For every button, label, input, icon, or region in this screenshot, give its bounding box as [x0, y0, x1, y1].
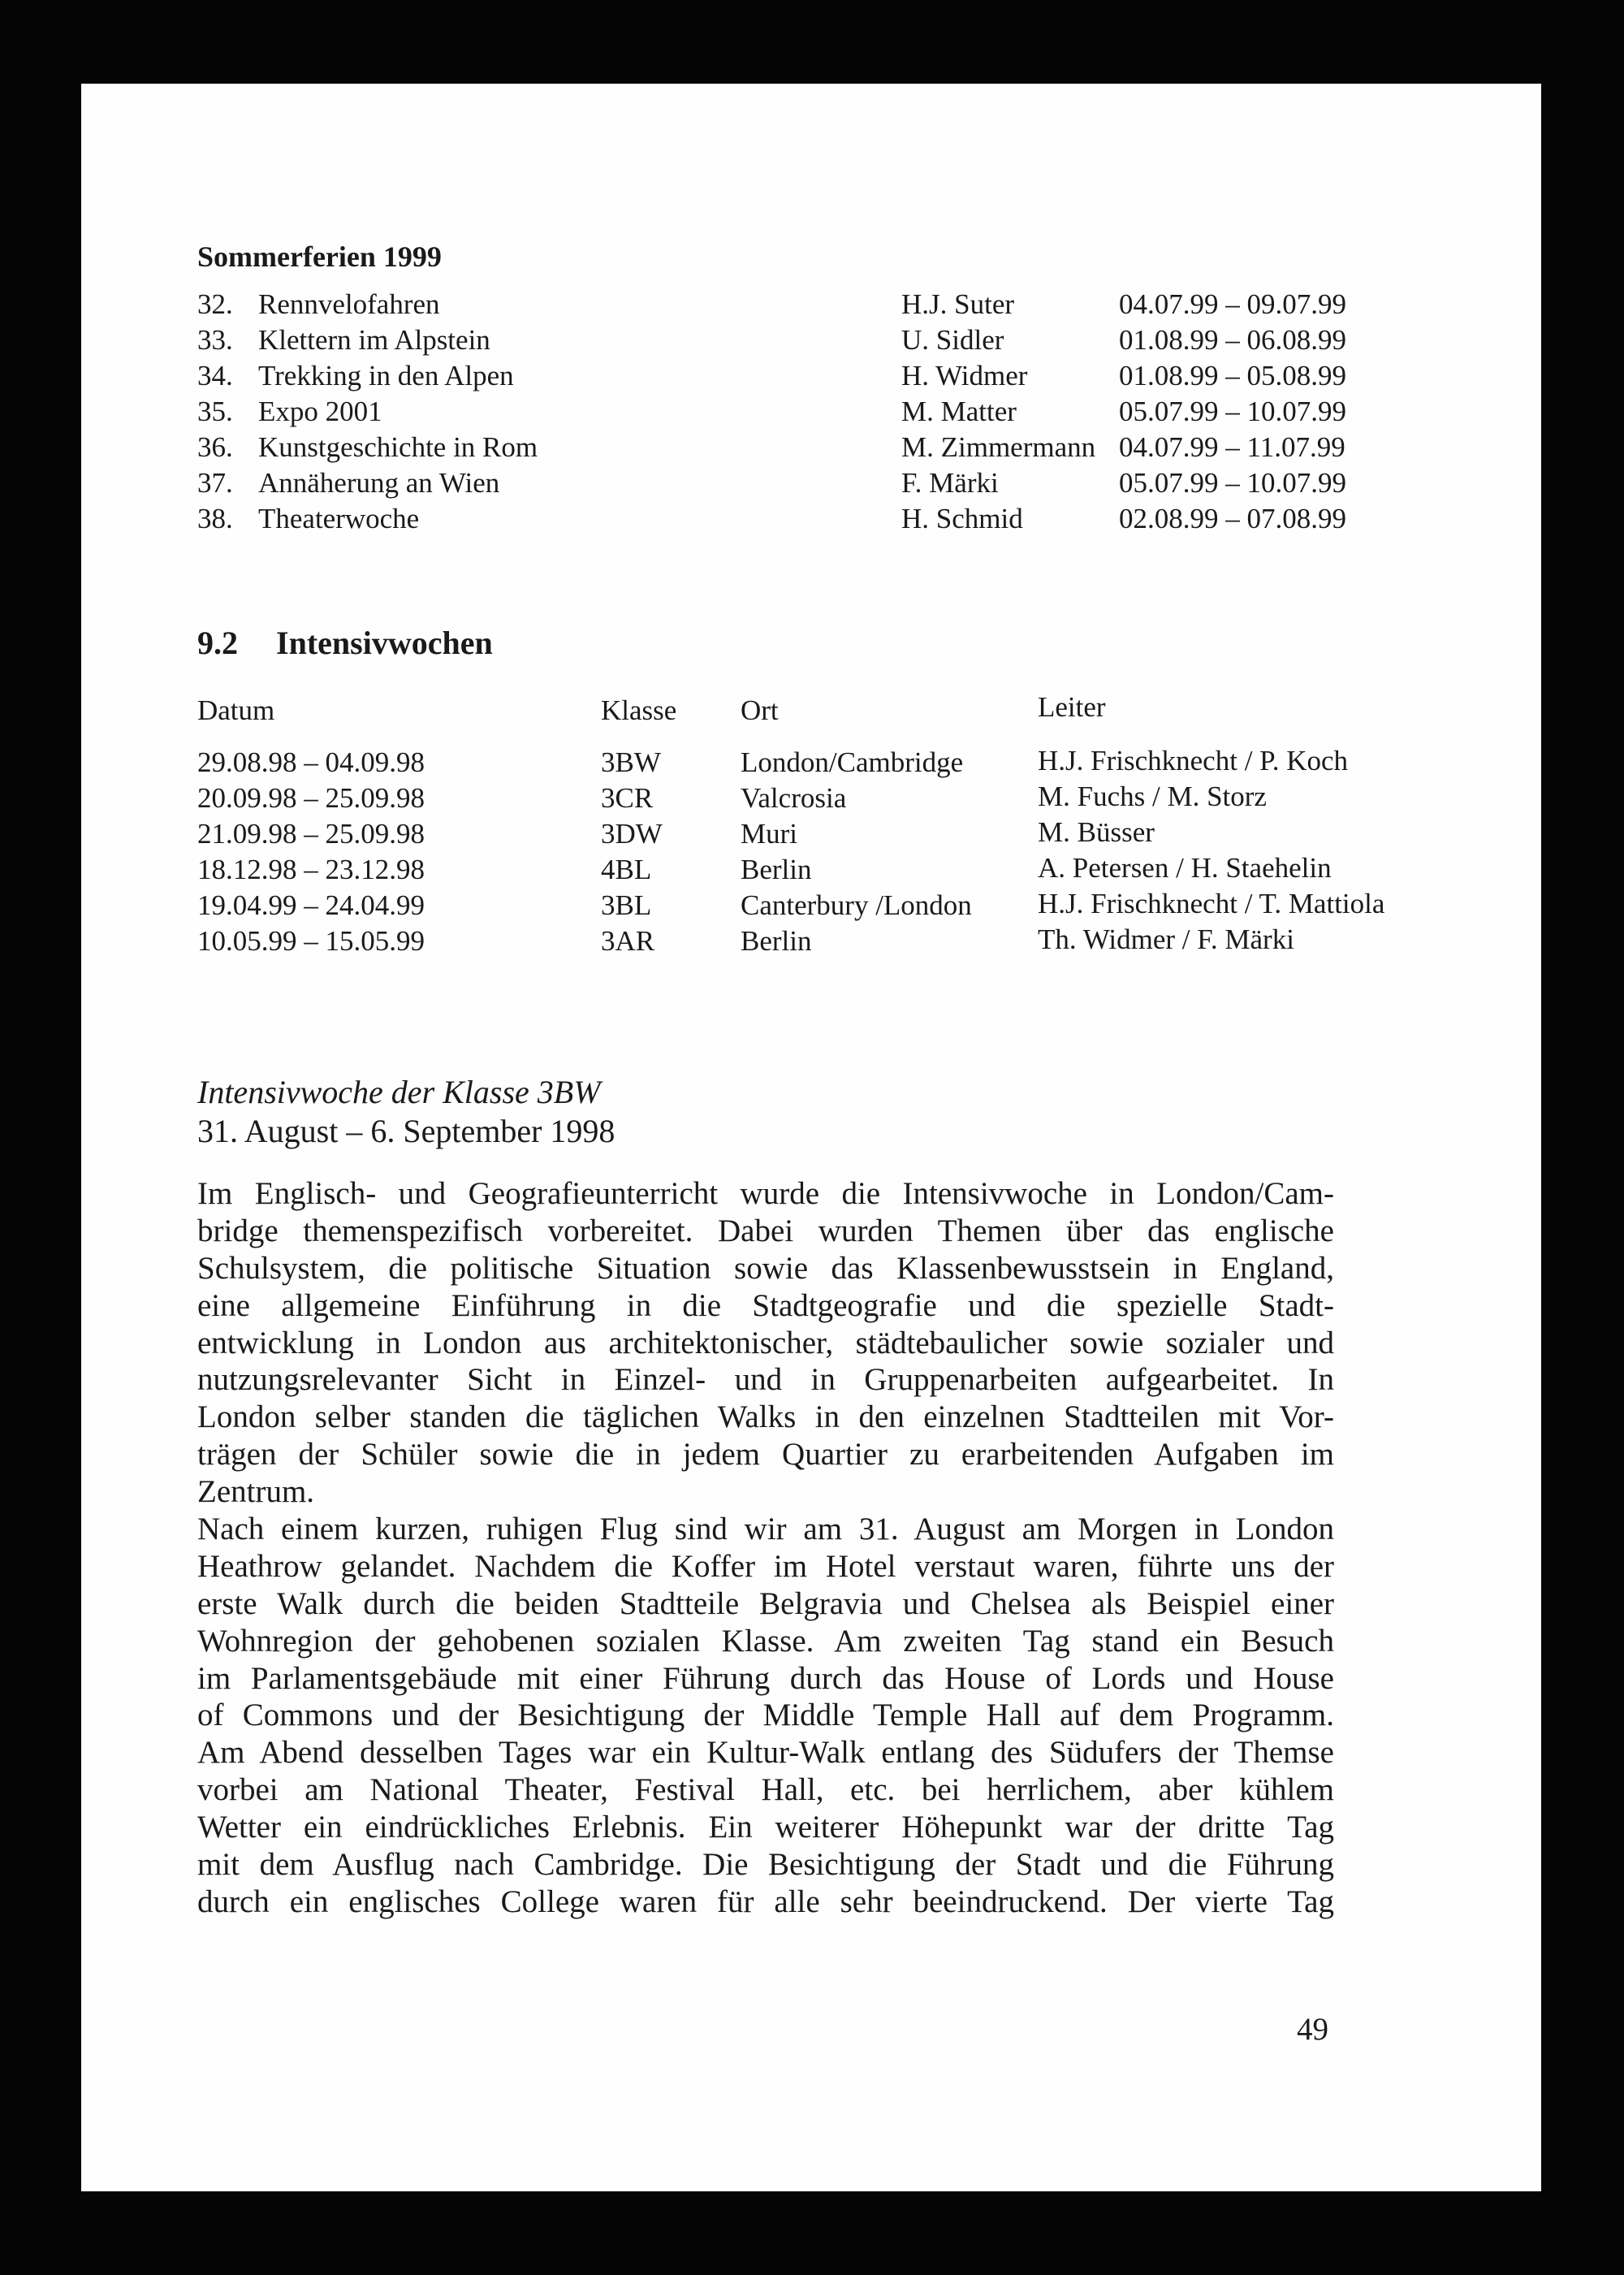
body-line: vorbei am National Theater, Festival Hall, etc. bei herrlichem, aber kühlem	[197, 1772, 1334, 1808]
cell-ort: Muri	[741, 818, 797, 850]
item-dates: 02.08.99 – 07.08.99	[1119, 503, 1346, 534]
cell-datum: 20.09.98 – 25.09.98	[197, 782, 425, 814]
article-body	[197, 1175, 1334, 1921]
cell-leiter: H.J. Frischknecht / P. Koch	[1038, 745, 1349, 776]
item-title: Kunstgeschichte in Rom	[258, 431, 538, 463]
item-title: Trekking in den Alpen	[258, 360, 514, 391]
cell-datum: 29.08.98 – 04.09.98	[197, 746, 425, 778]
body-line: durch ein englisches College waren für alle sehr beeindruckend. Der vierte Tag	[197, 1884, 1334, 1919]
cell-datum: 21.09.98 – 25.09.98	[197, 818, 425, 850]
body-line: Schulsystem, die politische Situation sowie das Klassenbewusstsein in England,	[197, 1250, 1334, 1286]
body-line: eine allgemeine Einführung in die Stadtgeografie und die spezielle Stadt-	[197, 1287, 1334, 1323]
item-title: Theaterwoche	[258, 503, 420, 534]
item-leader: H. Schmid	[901, 503, 1023, 534]
table-header-row	[197, 691, 1415, 730]
list-item	[197, 360, 1415, 396]
body-line: bridge themenspezifisch vorbereitet. Dabei wurden Themen über das englische	[197, 1213, 1334, 1248]
body-line: trägen der Schüler sowie die in jedem Quartier zu erarbeitenden Aufgaben im	[197, 1437, 1334, 1473]
cell-ort: Berlin	[741, 925, 812, 957]
document-page	[81, 84, 1541, 2191]
item-number: 38.	[197, 503, 233, 534]
item-number: 37.	[197, 467, 233, 499]
cell-klasse: 4BL	[601, 854, 652, 885]
item-dates: 05.07.99 – 10.07.99	[1119, 467, 1346, 499]
list-item	[197, 288, 1415, 324]
item-title: Klettern im Alpstein	[258, 324, 490, 356]
item-dates: 01.08.99 – 05.08.99	[1119, 360, 1346, 391]
list-item	[197, 503, 1415, 538]
cell-datum: 10.05.99 – 15.05.99	[197, 925, 425, 957]
table-row	[197, 889, 1415, 925]
item-number: 33.	[197, 324, 233, 356]
article-dates: 31. August – 6. September 1998	[197, 1113, 615, 1149]
body-line: im Parlamentsgebäude mit einer Führung durch das House of Lords und House	[197, 1660, 1334, 1696]
item-leader: H. Widmer	[901, 360, 1028, 391]
column-header-datum: Datum	[197, 694, 275, 726]
item-number: 35.	[197, 396, 233, 427]
cell-datum: 19.04.99 – 24.04.99	[197, 889, 425, 921]
body-line: Heathrow gelandet. Nachdem die Koffer im Hotel verstaut waren, führte uns der	[197, 1548, 1334, 1584]
table-row	[197, 818, 1415, 854]
item-leader: M. Zimmermann	[901, 431, 1096, 463]
body-line: entwicklung in London aus architektonischer, städtebaulicher sowie sozialer und	[197, 1325, 1334, 1360]
body-line: Wetter ein eindrückliches Erlebnis. Ein weiterer Höhepunkt war der dritte Tag	[197, 1810, 1334, 1845]
section-number: 9.2	[197, 625, 238, 661]
body-line: Wohnregion der gehobenen sozialen Klasse. Am zweiten Tag stand ein Besuch	[197, 1623, 1334, 1659]
item-dates: 01.08.99 – 06.08.99	[1119, 324, 1346, 356]
column-header-leiter: Leiter	[1038, 691, 1106, 723]
cell-ort: Canterbury /London	[741, 889, 972, 921]
list-item	[197, 431, 1415, 467]
body-line: of Commons und der Besichtigung der Middle Temple Hall auf dem Programm.	[197, 1698, 1334, 1733]
cell-leiter: Th. Widmer / F. Märki	[1038, 923, 1294, 955]
item-number: 34.	[197, 360, 233, 391]
list-item	[197, 396, 1415, 431]
item-title: Rennvelofahren	[258, 288, 440, 320]
cell-klasse: 3BW	[601, 746, 661, 778]
cell-leiter: A. Petersen / H. Staehelin	[1038, 852, 1332, 884]
cell-klasse: 3AR	[601, 925, 655, 957]
item-leader: M. Matter	[901, 396, 1017, 427]
item-leader: U. Sidler	[901, 324, 1004, 356]
column-header-ort: Ort	[741, 694, 779, 726]
item-number: 36.	[197, 431, 233, 463]
table-row	[197, 746, 1415, 782]
cell-ort: Berlin	[741, 854, 812, 885]
item-title: Annäherung an Wien	[258, 467, 500, 499]
body-line: Nach einem kurzen, ruhigen Flug sind wir am 31. August am Morgen in London	[197, 1512, 1334, 1547]
item-dates: 04.07.99 – 09.07.99	[1119, 288, 1346, 320]
body-line: erste Walk durch die beiden Stadtteile Belgravia und Chelsea als Beispiel einer	[197, 1585, 1334, 1621]
section-title: Intensivwochen	[276, 625, 493, 661]
table-row	[197, 854, 1415, 889]
item-dates: 05.07.99 – 10.07.99	[1119, 396, 1346, 427]
list-item	[197, 467, 1415, 503]
cell-datum: 18.12.98 – 23.12.98	[197, 854, 425, 885]
cell-ort: Valcrosia	[741, 782, 847, 814]
item-dates: 04.07.99 – 11.07.99	[1119, 431, 1345, 463]
table-row	[197, 925, 1415, 961]
page-number: 49	[1297, 2012, 1328, 2047]
item-title: Expo 2001	[258, 396, 382, 427]
cell-klasse: 3DW	[601, 818, 663, 850]
body-line: Zentrum.	[197, 1474, 315, 1510]
item-number: 32.	[197, 288, 233, 320]
cell-klasse: 3BL	[601, 889, 652, 921]
body-line: London selber standen die täglichen Walks in den einzelnen Stadtteilen mit Vor-	[197, 1399, 1334, 1435]
cell-leiter: M. Büsser	[1038, 816, 1155, 848]
cell-leiter: M. Fuchs / M. Storz	[1038, 781, 1267, 812]
article-title: Intensivwoche der Klasse 3BW	[197, 1074, 601, 1110]
body-line: Am Abend desselben Tages war ein Kultur-Walk entlang des Südufers der Themse	[197, 1735, 1334, 1771]
section-heading-sommerferien: Sommerferien 1999	[197, 240, 442, 273]
list-item	[197, 324, 1415, 360]
body-line: nutzungsrelevanter Sicht in Einzel- und in Gruppenarbeiten aufgearbeitet. In	[197, 1362, 1334, 1398]
cell-ort: London/Cambridge	[741, 746, 964, 778]
column-header-klasse: Klasse	[601, 694, 677, 726]
body-line: Im Englisch- und Geografieunterricht wurde die Intensivwoche in London/Cam-	[197, 1176, 1334, 1211]
body-line: mit dem Ausflug nach Cambridge. Die Besichtigung der Stadt und die Führung	[197, 1847, 1334, 1883]
item-leader: H.J. Suter	[901, 288, 1015, 320]
item-leader: F. Märki	[901, 467, 999, 499]
table-row	[197, 782, 1415, 818]
cell-leiter: H.J. Frischknecht / T. Mattiola	[1038, 888, 1385, 919]
cell-klasse: 3CR	[601, 782, 654, 814]
